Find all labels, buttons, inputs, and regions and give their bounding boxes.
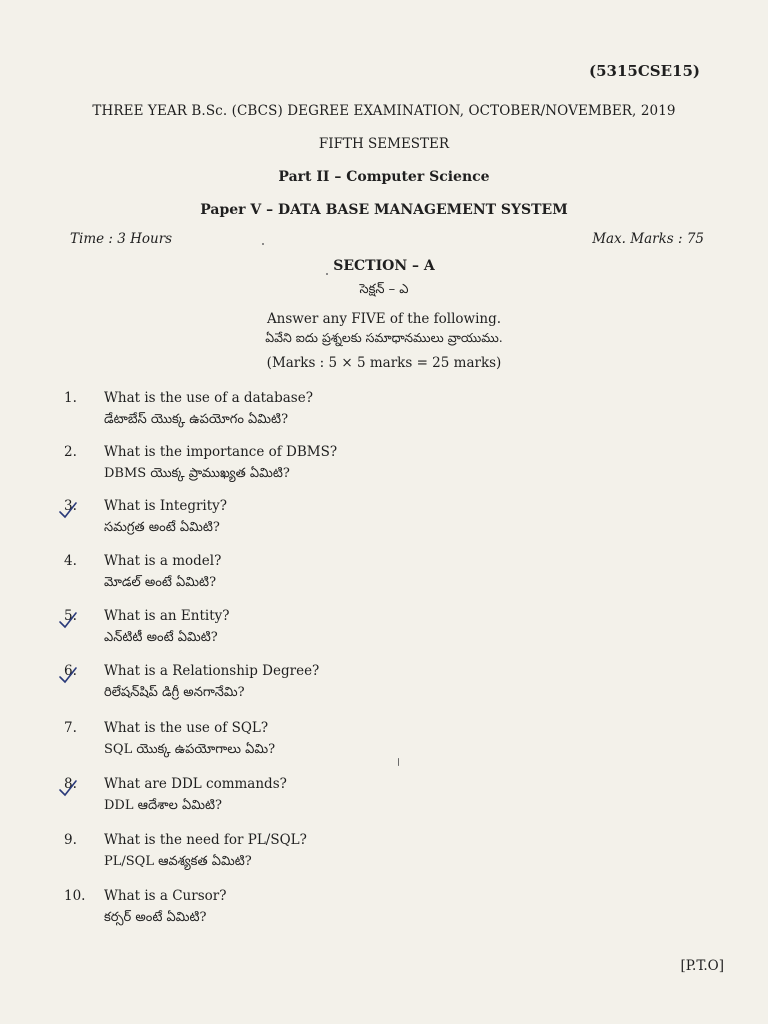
section-title-telugu: సెక్షన్ – ఎ <box>359 282 409 297</box>
part-label: Part II – Computer Science <box>278 169 490 185</box>
question-text-telugu: PL/SQL ఆవశ్యకత ఏమిటి? <box>104 854 252 869</box>
paper-title: Paper V – DATA BASE MANAGEMENT SYSTEM <box>200 202 568 218</box>
instruction-english: Answer any FIVE of the following. <box>266 311 502 327</box>
question-number: 5. <box>64 608 77 624</box>
pen-tick-mark-icon <box>58 610 78 630</box>
pen-tick-mark-icon <box>58 500 78 520</box>
question-text-english: What is the use of a database? <box>104 390 313 406</box>
question-number: 10. <box>64 888 86 904</box>
question-number: 9. <box>64 832 77 848</box>
question-text-english: What is the need for PL/SQL? <box>104 832 307 848</box>
question-text-english: What is the importance of DBMS? <box>104 444 338 460</box>
paper-code: (5315CSE15) <box>588 62 700 80</box>
question-number: 7. <box>64 720 77 736</box>
question-item <box>0 720 768 770</box>
question-item <box>0 390 768 440</box>
question-text-english: What are DDL commands? <box>104 776 287 792</box>
question-text-english: What is the use of SQL? <box>104 720 269 736</box>
question-text-english: What is Integrity? <box>104 498 228 514</box>
question-number: 6. <box>64 663 77 679</box>
question-text-telugu: సమగ్రత అంటే ఏమిటి? <box>104 520 220 535</box>
question-item <box>0 663 768 713</box>
section-title-english: SECTION – A <box>333 258 435 274</box>
question-number: 3. <box>64 498 77 514</box>
question-item <box>0 498 768 548</box>
question-item <box>0 888 768 938</box>
section-marks: (Marks : 5 × 5 marks = 25 marks) <box>266 355 502 371</box>
question-item <box>0 832 768 882</box>
semester-label: FIFTH SEMESTER <box>318 136 450 152</box>
question-item <box>0 776 768 826</box>
question-text-english: What is a Relationship Degree? <box>104 663 320 679</box>
question-text-english: What is an Entity? <box>104 608 230 624</box>
pen-tick-mark-icon <box>58 665 78 685</box>
question-item <box>0 553 768 603</box>
paper-speck <box>326 273 328 275</box>
question-item <box>0 608 768 658</box>
question-text-telugu: రిలేషన్‌షిప్ డిగ్రీ అనగానేమి? <box>104 685 245 700</box>
paper-speck <box>398 758 399 766</box>
question-text-telugu: కర్సర్ అంటే ఏమిటి? <box>104 910 207 925</box>
page-turn-over-marker: [P.T.O] <box>680 958 724 974</box>
question-text-telugu: మోడల్ అంటే ఏమిటి? <box>104 575 217 590</box>
pen-tick-mark-icon <box>58 778 78 798</box>
question-item <box>0 444 768 494</box>
paper-speck <box>262 243 264 245</box>
instruction-telugu: ఏవేని ఐదు ప్రశ్నలకు సమాధానములు వ్రాయుము. <box>265 330 503 345</box>
question-number: 1. <box>64 390 77 406</box>
question-text-telugu: DDL ఆదేశాల ఏమిటి? <box>104 798 222 813</box>
question-text-english: What is a Cursor? <box>104 888 227 904</box>
question-number: 8. <box>64 776 77 792</box>
question-number: 4. <box>64 553 77 569</box>
question-text-telugu: డేటాబేస్ యొక్క ఉపయోగం ఏమిటి? <box>104 412 289 427</box>
question-text-telugu: ఎన్‌టిటీ అంటే ఏమిటి? <box>104 630 218 645</box>
question-number: 2. <box>64 444 77 460</box>
max-marks: Max. Marks : 75 <box>592 231 704 247</box>
question-text-telugu: SQL యొక్క ఉపయోగాలు ఏమి? <box>104 742 276 757</box>
time-limit: Time : 3 Hours <box>70 231 173 247</box>
question-text-telugu: DBMS యొక్క ప్రాముఖ్యత ఏమిటి? <box>104 466 290 481</box>
question-text-english: What is a model? <box>104 553 222 569</box>
exam-title: THREE YEAR B.Sc. (CBCS) DEGREE EXAMINATION, OCTOBER/NOVEMBER, 2019 <box>92 103 676 119</box>
